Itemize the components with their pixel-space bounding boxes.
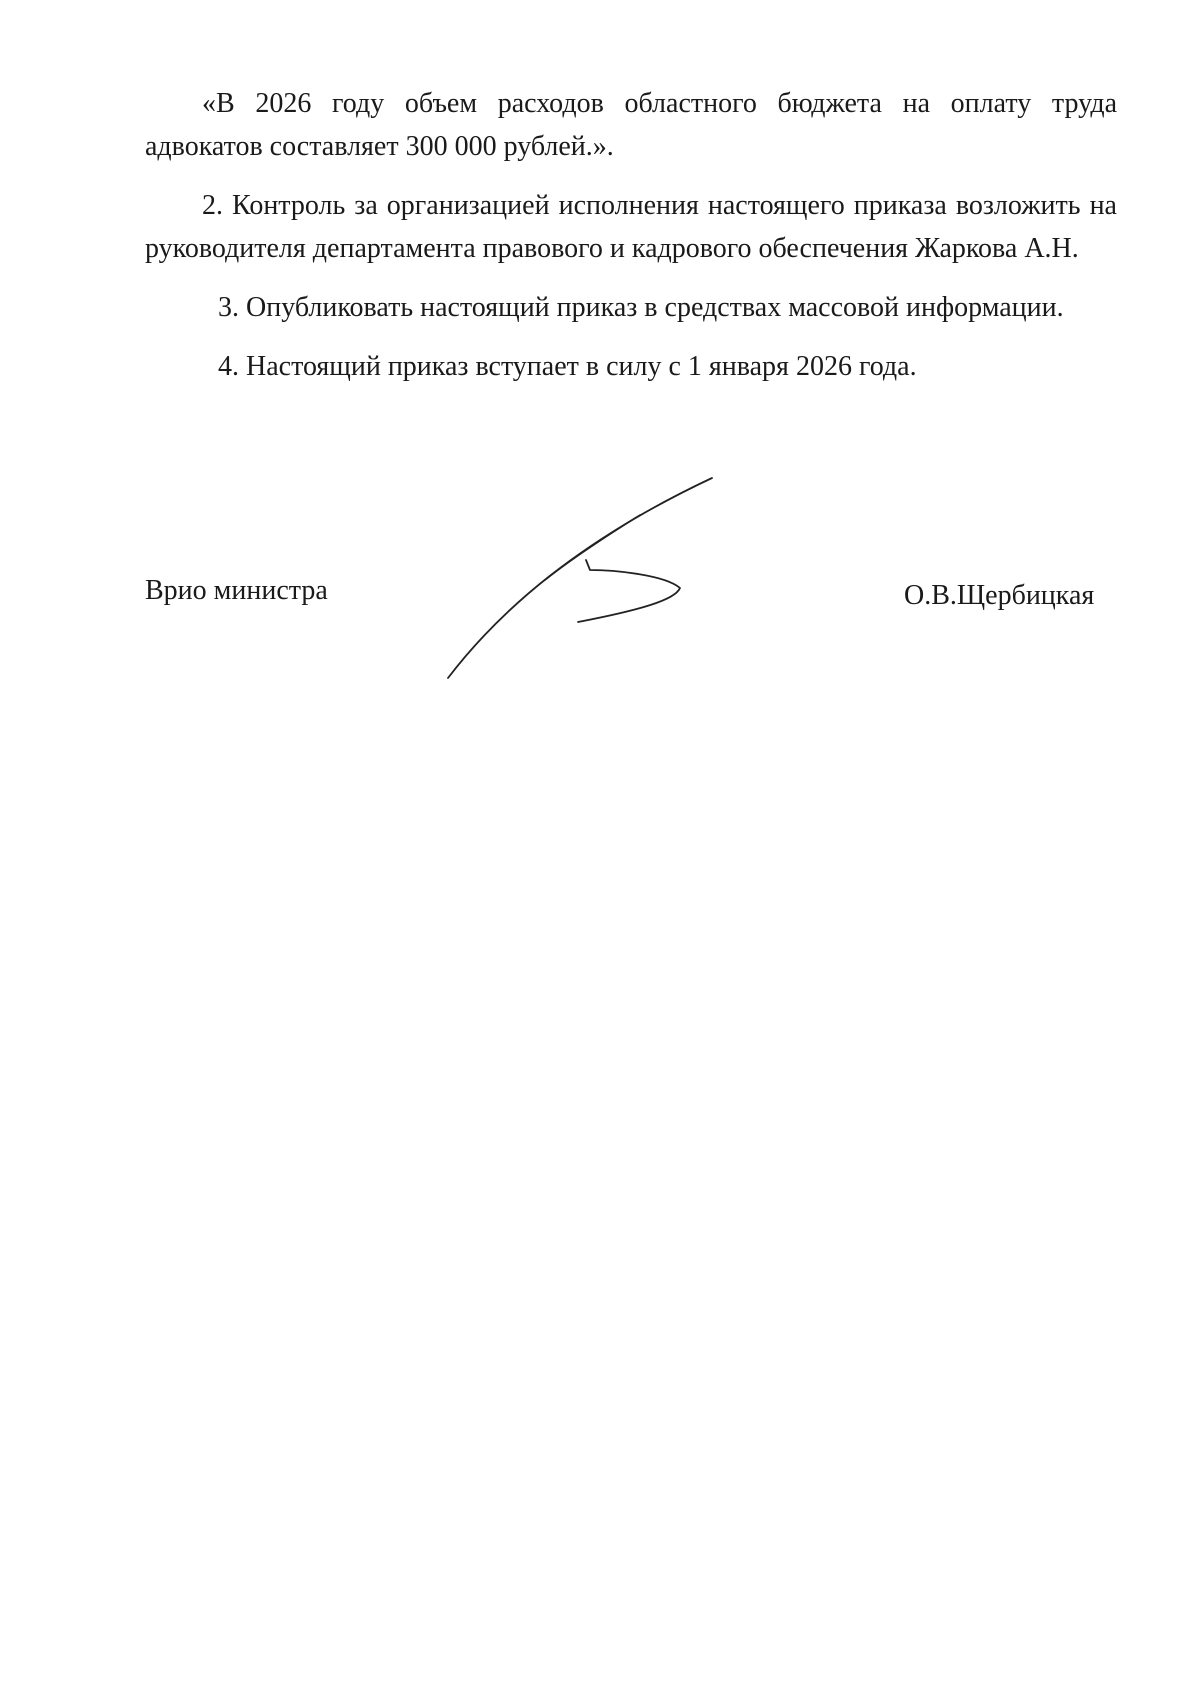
paragraph-control: 2. Контроль за организацией исполнения настоящего приказа возложить на руководителя департамента правового и кадрового обеспечения Жаркова А.Н.: [145, 190, 1117, 264]
document-body: [145, 82, 1117, 388]
paragraph-effective-date: 4. Настоящий приказ вступает в силу с 1 января 2026 года.: [218, 351, 917, 382]
paragraph-budget-amendment: «В 2026 году объем расходов областного бюджета на оплату труда адвокатов составляет 300 000 рублей.».: [145, 88, 1117, 162]
signatory-name: О.В.Щербицкая: [904, 580, 1095, 611]
paragraph-publication: 3. Опубликовать настоящий приказ в средствах массовой информации.: [218, 292, 1064, 323]
position-title: Врио министра: [145, 575, 328, 606]
handwritten-signature: [440, 470, 730, 680]
